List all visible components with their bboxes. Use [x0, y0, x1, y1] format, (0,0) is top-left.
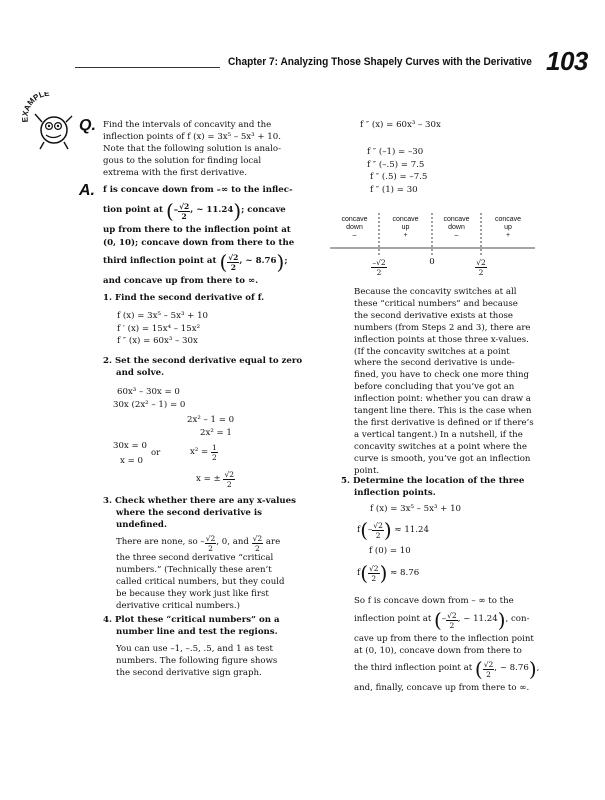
question-marker: Q.	[79, 117, 96, 134]
question-text	[103, 120, 281, 180]
step-5-title: 5. Determine the location of the three inflection points.	[341, 476, 525, 498]
page-number: 103	[546, 46, 588, 76]
question-line: extrema with the first derivative.	[103, 167, 247, 178]
test-equation: f ″ (x) = 60x³ – 30x	[360, 120, 441, 130]
region-label: concave up +	[392, 216, 419, 239]
question-line: Note that the following solution is analo-	[103, 143, 281, 154]
region-label: concave down –	[341, 216, 368, 239]
equation: x² = $\frac{1}{2}$	[190, 442, 217, 462]
answer-line-4: (0, 10); concave down from there to the	[103, 238, 295, 248]
answer-line-1: f is concave down from –∞ to the inflec-	[103, 185, 293, 195]
test-row: f ″ (–.5) = 7.5	[367, 159, 425, 170]
test-values	[367, 146, 427, 196]
conclusion-line: and, finally, concave up from there to ∞.	[354, 683, 530, 693]
equation: f (x) = 3x⁵ – 5x³ + 10	[117, 311, 209, 321]
conclusion-line: inflection point at ( – $\frac{√2}{2}$ , ~ 11.24 ) , con-	[354, 608, 530, 632]
conclusion-line: the third inflection point at ( $\frac{√2}{2}$ , ~ 8.76 ) ,	[354, 657, 540, 681]
equation: f ( – $\frac{√2}{2}$ ) ≈ 11.24	[357, 518, 429, 542]
concavity-paragraph: Because the concavity switches at all these “critical numbers” and because the second derivative exists at those numbers (from Steps 2 and 3), there are inflection points at those three x-values. (If the concavity switches at a point where the second derivative is unde- fined, you have to check one more thing before concluding that you’ve got an inflection point: whether you can draw a tangent line there. This is the case when the first derivative is defined or if there’s a vertical tangent.) In a nutshell, if the concavity switches at a point where the curve is smooth, you’ve got an inflection point.	[354, 287, 534, 476]
equation: 2x² – 1 = 0	[187, 415, 235, 425]
region-label: concave down –	[443, 216, 470, 239]
answer-line-2: tion point at ( – $\frac{√2}{2}$ , ~ 11.24 ) ; concave	[103, 199, 286, 223]
test-row: f ″ (1) = 30	[370, 184, 418, 195]
step-3-body: the three second derivative “critical numbers.” (Technically these aren’t called critical numbers, but they could be because they work just like first derivative critical numbers.)	[116, 553, 285, 611]
question-line: gous to the solution for finding local	[103, 155, 262, 166]
example-label: EXAMPLE	[20, 92, 50, 123]
svg-text:EXAMPLE	[20, 92, 50, 123]
conclusion-line: So f is concave down from – ∞ to the	[354, 596, 514, 606]
step-2-title: 2. Set the second derivative equal to zero and solve.	[103, 356, 303, 378]
test-row: f ″ (.5) = –7.5	[370, 172, 428, 183]
equation: f (x) = 3x⁵ – 5x³ + 10	[370, 504, 462, 514]
answer-line-5: third inflection point at ( $\frac{√2}{2}$ , ~ 8.76 ) ;	[103, 250, 288, 274]
question-line: inflection points of f (x) = 3x⁵ – 5x³ + 10.	[103, 131, 281, 142]
step-4-title: 4. Plot these “critical numbers” on a number line and test the regions.	[103, 615, 280, 637]
example-icon	[20, 92, 80, 152]
equation: 2x² = 1	[200, 428, 232, 438]
equation: 30x = 0	[113, 441, 147, 451]
equation: x = ± $\frac{√2}{2}$	[196, 469, 235, 489]
answer-line-3: up from there to the inflection point at	[103, 225, 291, 235]
question-line: Find the intervals of concavity and the	[103, 120, 272, 130]
equation-or: or	[151, 448, 161, 458]
equation: x = 0	[120, 456, 143, 466]
region-label: concave up +	[494, 216, 522, 239]
step-3-body-line: There are none, so – $\frac{√2}{2}$ , 0, and $\frac{√2}{2}$ are	[116, 533, 281, 553]
conclusion-text: cave up from there to the inflection point at (0, 10), concave down from there to	[354, 634, 534, 656]
critical-label: $\frac{√2}{2}$	[476, 258, 486, 277]
equation: f ′ (x) = 15x⁴ – 15x²	[117, 323, 201, 334]
critical-label: $\frac{-√2}{2}$	[372, 258, 386, 277]
equation: 60x³ – 30x = 0	[117, 387, 180, 397]
sign-graph	[330, 213, 535, 283]
equation: f ( $\frac{√2}{2}$ ) ≈ 8.76	[357, 561, 420, 585]
header-rule	[75, 67, 220, 68]
step-3-title: 3. Check whether there are any x-values where the second derivative is undefined.	[103, 496, 296, 530]
critical-label: 0	[429, 257, 435, 267]
step-1-equations	[117, 310, 208, 348]
chapter-title: Chapter 7: Analyzing Those Shapely Curves with the Derivative	[228, 56, 532, 68]
equation: f ″ (x) = 60x³ – 30x	[117, 336, 198, 346]
step-1-title: 1. Find the second derivative of f.	[103, 293, 265, 303]
equation: 30x (2x² – 1) = 0	[113, 400, 186, 410]
test-row: f ″ (–1) = –30	[367, 147, 424, 157]
answer-marker: A.	[79, 182, 95, 199]
answer-line-6: and concave up from there to ∞.	[103, 276, 259, 286]
step-4-body: You can use –1, –.5, .5, and 1 as test numbers. The following figure shows the second derivative sign graph.	[116, 644, 278, 678]
equation: f (0) = 10	[369, 546, 411, 556]
